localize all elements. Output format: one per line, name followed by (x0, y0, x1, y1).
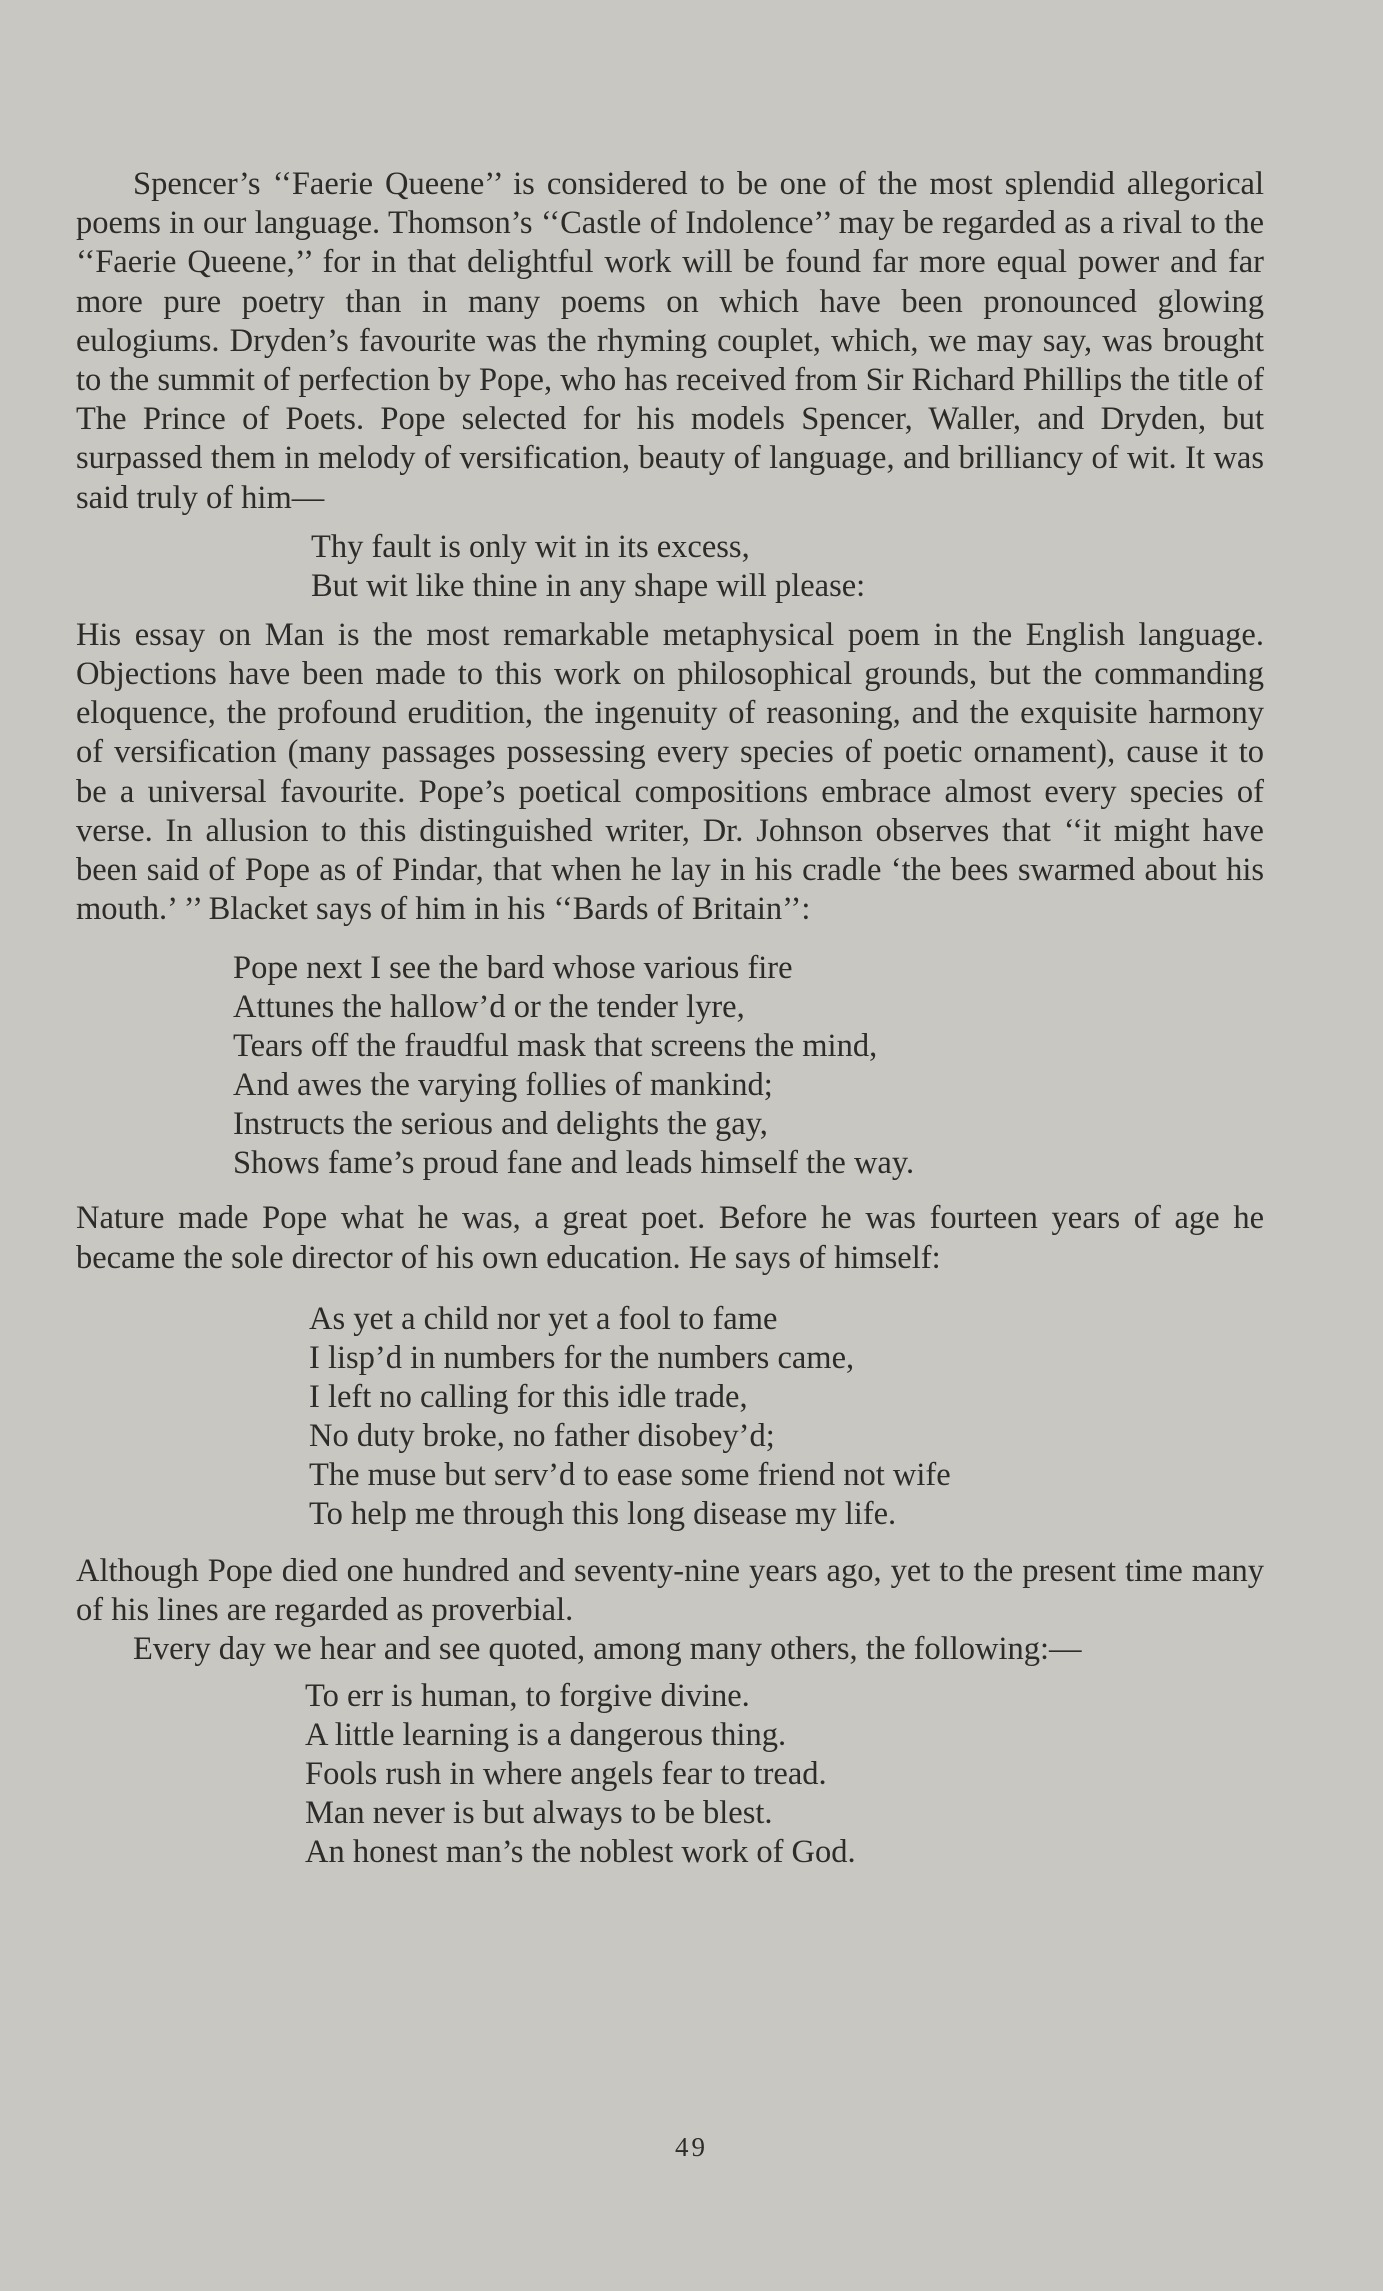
verse-bards-of-britain (76, 949, 1264, 1183)
paragraph-nature-made-pope: Nature made Pope what he was, a great poet. Before he was fourteen years of age he became the sole director of his own education. He says of himself: (76, 1200, 1264, 1276)
verse-line: A little learning is a dangerous thing. (305, 1717, 787, 1754)
page-number: 49 (675, 2132, 708, 2162)
verse-line: Shows fame’s proud fane and leads himself the way. (233, 1145, 915, 1182)
paragraph-every-day: Every day we hear and see quoted, among many others, the following:— (133, 1631, 1082, 1668)
verse-line: Man never is but always to be blest. (305, 1795, 773, 1832)
paragraph-essay-on-man: His essay on Man is the most remarkable metaphysical poem in the English language. Objections have been made to this work on philosophical grounds, but the commanding eloquence, the profound erudition, the ingenuity of reasoning, and the exquisite harmony of versification (many passages possessing every species of poetic ornament), cause it to be a universal favourite. Pope’s poetical compositions embrace almost every species of verse. In allusion to this distinguished writer, Dr. Johnson observes that ‘‘it might have been said of Pope as of Pindar, that when he lay in his cradle ‘the bees swarmed about his mouth.’ ’’ Blacket says of him in his ‘‘Bards of Britain’’: (76, 616, 1264, 928)
verse-line: Fools rush in where angels fear to tread. (305, 1756, 827, 1793)
verse-line: The muse but serv’d to ease some friend not wife (309, 1456, 951, 1493)
verse-line: No duty broke, no father disobey’d; (309, 1417, 775, 1454)
verse-line: Instructs the serious and delights the gay, (233, 1106, 768, 1143)
verse-line: An honest man’s the noblest work of God. (305, 1834, 856, 1871)
verse-line: Tears off the fraudful mask that screens the mind, (233, 1028, 878, 1065)
verse-line: I left no calling for this idle trade, (309, 1378, 748, 1415)
verse-line: To err is human, to forgive divine. (305, 1678, 750, 1715)
paragraph-although-pope-died: Although Pope died one hundred and seventy-nine years ago, yet to the present time many of his lines are regarded as proverbial. (76, 1552, 1264, 1629)
verse-line: Attunes the hallow’d or the tender lyre, (233, 989, 745, 1026)
verse-of-himself (76, 1300, 1264, 1534)
verse-line: And awes the varying follies of mankind; (233, 1067, 773, 1104)
verse-line: As yet a child nor yet a fool to fame (309, 1300, 778, 1337)
verse-quote-wit (76, 528, 1264, 606)
verse-proverbial-lines (76, 1677, 1264, 1872)
verse-line: Pope next I see the bard whose various fire (233, 950, 793, 987)
verse-line: I lisp’d in numbers for the numbers came, (309, 1339, 855, 1376)
verse-line: Thy fault is only wit in its excess, (311, 528, 750, 565)
verse-line: But wit like thine in any shape will please: (311, 567, 866, 604)
verse-line: To help me through this long disease my life. (309, 1495, 897, 1532)
paragraph-faerie-queene: Spencer’s ‘‘Faerie Queene’’ is considered to be one of the most splendid allegorical poems in our language. Thomson’s ‘‘Castle of Indolence’’ may be regarded as a rival to the ‘‘Faerie Queene,’’ for in that delightful work will be found far more equal power and far more pure poetry than in many poems on which have been pronounced glowing eulogiums. Dryden’s favourite was the rhyming couplet, which, we may say, was brought to the summit of perfection by Pope, who has received from Sir Richard Phillips the title of The Prince of Poets. Pope selected for his models Spencer, Waller, and Dryden, but surpassed them in melody of versification, beauty of language, and brilliancy of wit. It was said truly of him— (76, 166, 1264, 516)
